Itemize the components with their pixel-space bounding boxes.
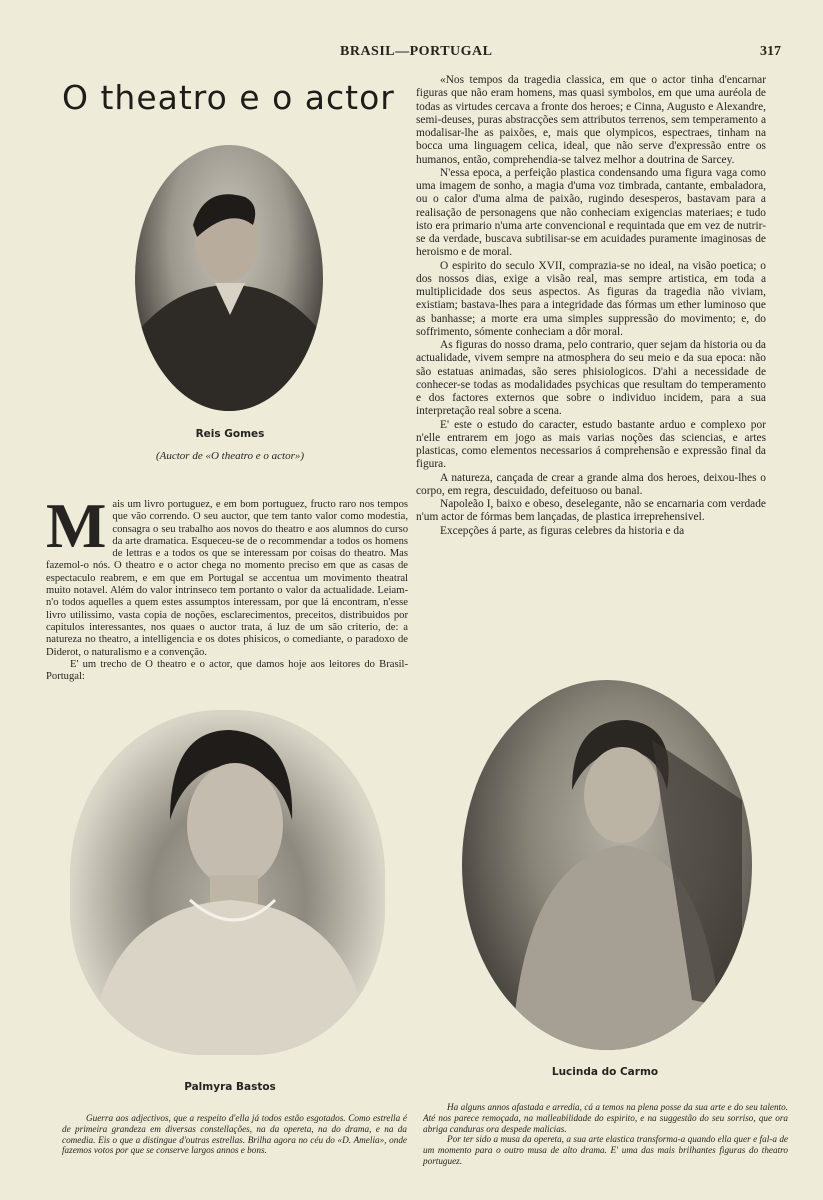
body-paragraph: A natureza, cançada de crear a grande alma dos heroes, deixou-lhes o corpo, em regra, descuidado, defeituoso ou banal.	[416, 471, 766, 497]
palmyra-bastos-portrait	[70, 710, 385, 1055]
portrait-caption-subtitle: (Auctor de «O theatro e o actor»)	[155, 450, 305, 462]
palmyra-caption-name: Palmyra Bastos	[184, 1081, 276, 1093]
palmyra-blurb	[62, 1113, 407, 1156]
intro-paragraph: E' um trecho de O theatro e o actor, que damos hoje aos leitores do Brasil-Portugal:	[46, 658, 408, 683]
body-paragraph: E' este o estudo do caracter, estudo bastante arduo e complexo por n'elle entrarem em jogo as mais varias noções das sciencias, e artes plasticas, como elementos necessarios á comprehensão e expressão final da figura.	[416, 418, 766, 471]
lucinda-do-carmo-portrait	[462, 680, 752, 1050]
portrait-silhouette	[462, 680, 752, 1050]
body-paragraph: Excepções á parte, as figuras celebres da historia e da	[440, 524, 685, 537]
page-number: 317	[760, 44, 781, 59]
drop-cap: M	[46, 490, 107, 561]
lucinda-blurb-text: Ha alguns annos afastada e arredia, cá a temos na plena posse da sua arte e do seu talento. Até nos parece remoçada, na malleabilidade do espirito, e na suggestão do seu sorriso, que ora abriga canduras ora despede malicias.	[423, 1102, 788, 1134]
lucinda-caption-name: Lucinda do Carmo	[551, 1066, 659, 1078]
palmyra-blurb-text: Guerra aos adjectivos, que a respeito d'ella já todos estão esgotados. Como estrella é de primeira grandeza em diversas constellações, na da opereta, na do drama, e na da comedia. Eis o que a distingue d'outras estrellas. Brilha agora no céu do «D. Amelia», onde fazemos votos por que se conserve largos annos e bons.	[62, 1113, 407, 1156]
lucinda-blurb-text: Por ter sido a musa da opereta, a sua arte elastica transforma-a quando ella quer e fal-a de um momento para o outro musa de alto drama. E' uma das mais brilhantes figuras do theatro portuguez.	[423, 1134, 788, 1166]
article-title: O theatro e o actor	[62, 78, 395, 117]
body-paragraph: O espirito do seculo XVII, comprazia-se no ideal, na visão poetica; o dos nossos dias, exige a visão real, mas sempre artistica, em toda a multiplicidade dos seus aspectos. As figuras da tragedia não viviam, existiam; bastava-lhes para a integridade das fórmas um ether luminoso que as banhasse; a morte era uma simples suppressão do movimento; e, do soffrimento, sómente conheciam a dôr moral.	[416, 259, 766, 338]
body-paragraph: «Nos tempos da tragedia classica, em que o actor tinha d'encarnar figuras que não eram homens, mas quasi symbolos, em que uma auréola de todas as virtudes cercava a fronte dos heroes; e Cinna, Augusto e Alexandre, semi-deuses, puras abstracções sem attributos terrenos, sem temperamento a modalisar-lhe as paixões, e, mais que olympicos, espectraes, tinham na bocca uma linguagem celica, ideal, que não serve d'expressão entre os humanos, então, comprehendia-se talvez melhor a doutrina de Sarcey.	[416, 74, 766, 166]
portrait-silhouette	[70, 710, 385, 1055]
running-head: BRASIL—PORTUGAL	[340, 44, 493, 59]
intro-text	[46, 490, 408, 683]
article-body	[416, 74, 766, 538]
body-paragraph: Napoleão I, baixo e obeso, deselegante, não se encarnaria com verdade n'um actor de fórmas bem lançadas, de plastica irreprehensivel.	[416, 498, 766, 524]
portrait-silhouette	[135, 145, 323, 411]
reis-gomes-portrait	[135, 145, 323, 411]
body-paragraph: N'essa epoca, a perfeição plastica condensando uma figura vaga como uma imagem de sonho, a magia d'uma voz timbrada, cantante, embaladora, ou o calor d'uma alma de paixão, rugindo desesperos, bastavam para a realisação de personagens que não conheciam exigencias materiaes; e tudo isto era primario n'uma arte convencional e requintada que em vez de nutrir-se da verdade, buscava subtilisar-se em acuidades puramente imaginosas de heroismo e de moral.	[416, 166, 766, 259]
intro-paragraph: ais um livro portuguez, e em bom portuguez, fructo raro nos tempos que vão correndo. O seu auctor, que tem tanto valor como modestia, consagra o seu trabalho aos novos do theatro e aos alumnos do curso da arte dramatica. Esqueceu-se de o recommendar a todos os homens de lettras e a todos os que se interessam por coisas do theatro. Mas fazemol-o nós. O theatro e o actor chega no momento preciso em que as casas de espectaculo reabrem, e em que em Portugal se accentua um movimento theatral muito notavel. Além do valor intrinseco tem portanto o valor da actualidade. Leiam-n'o todos aquelles a quem estes assumptos interessam, por que lá encontram, n'esse livro utilissimo, vasta copia de noções, esclarecimentos, preceitos, distribuidos por capitulos interessantes, nos quaes o auctor trata, á luz de um são criterio, de: a natureza no theatro, a intelligencia e os dotes phisicos, o comediante, o paradoxo de Diderot, o naturalismo e a convenção.	[46, 499, 408, 658]
lucinda-blurb	[423, 1102, 788, 1167]
portrait-caption-name: Reis Gomes	[195, 428, 265, 440]
body-paragraph: As figuras do nosso drama, pelo contrario, quer sejam da historia ou da actualidade, vivem sempre na atmosphera do seu meio e da sua epoca: não são estatuas animadas, são seres phisiologicos. D'ahi a necessidade de conhecer-se todas as modalidades psychicas que resultam do temperamento e dos factores externos que sobre o individuo incidem, para a sua interpretação real sobre a scena.	[416, 339, 766, 418]
